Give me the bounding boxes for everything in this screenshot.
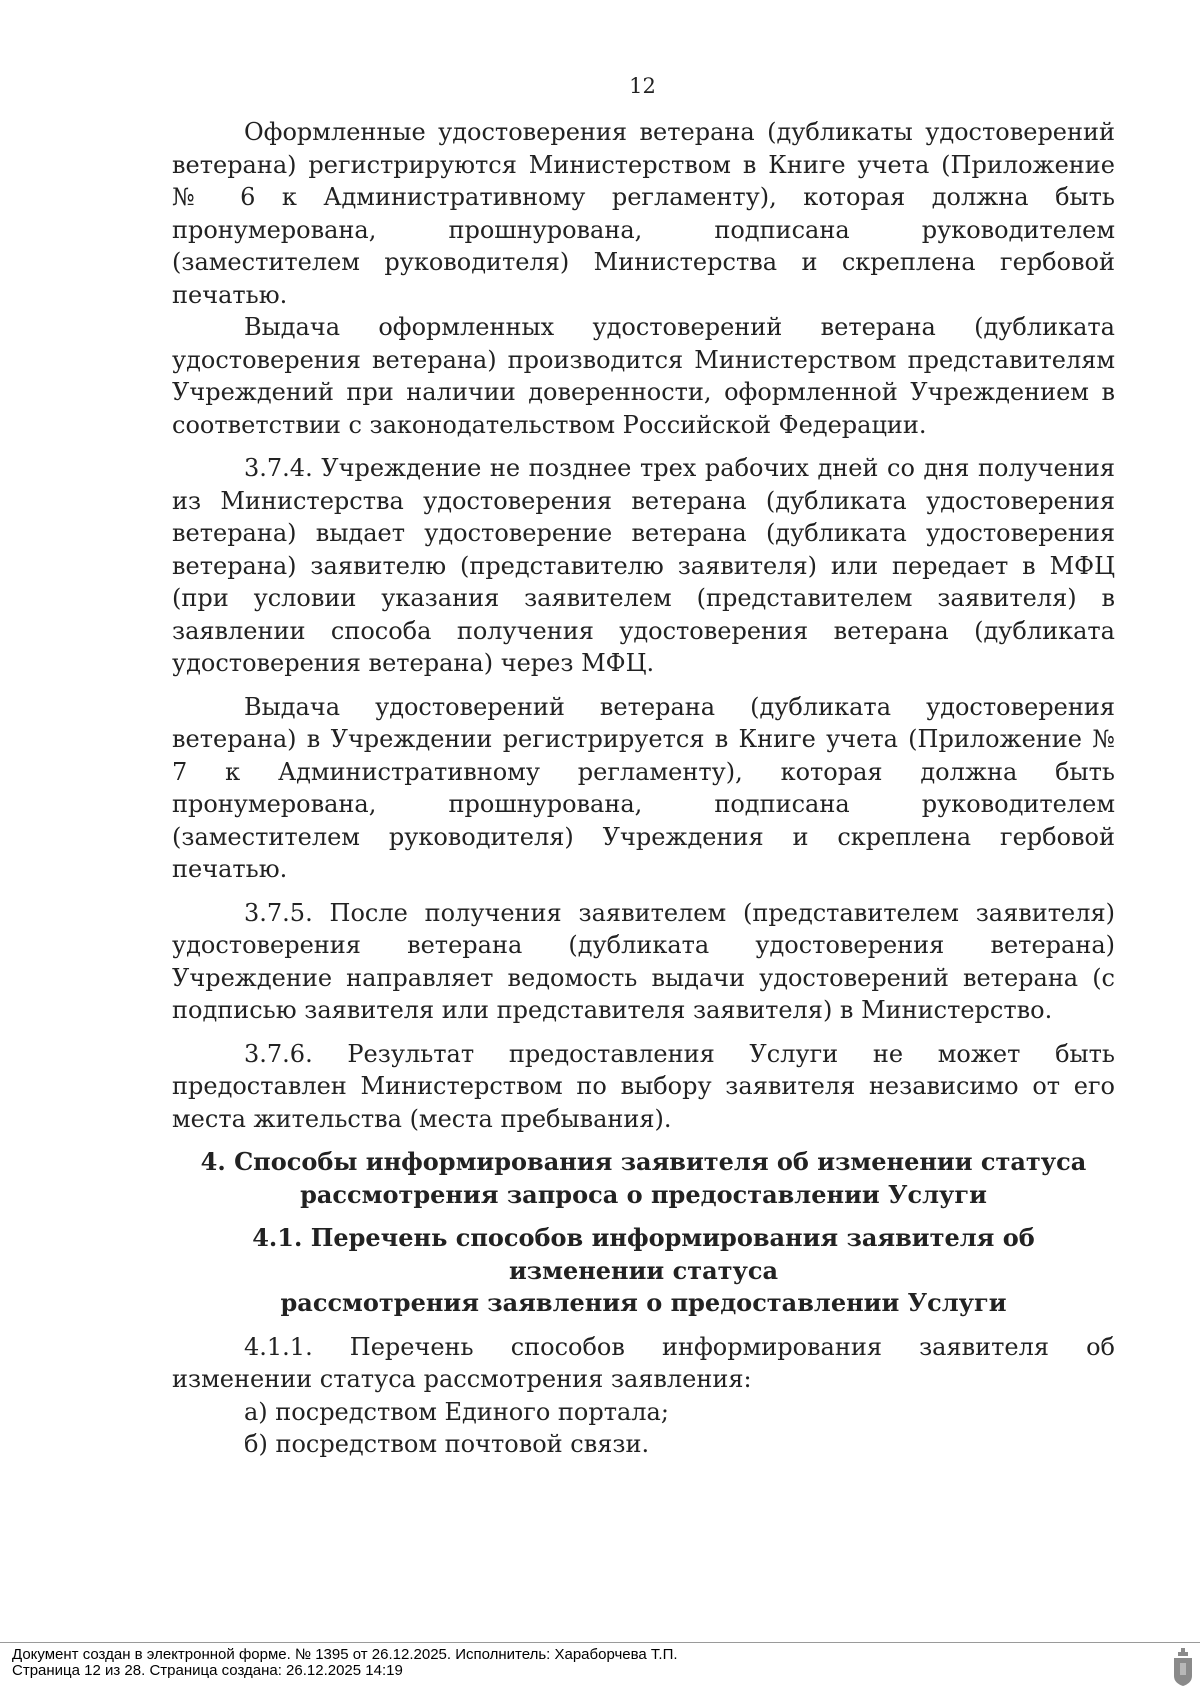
list-item: а) посредством Единого портала; [244,1397,669,1426]
paragraph: 3.7.5. После получения заявителем (представителем заявителя) удостоверения ветерана (дубликата удостоверения ветерана) Учреждение направляет ведомость выдачи удостоверений ветерана (с подписью заявителя или представителя заявителя) в Министерство. [172,898,1115,1024]
coat-of-arms-icon [1173,1648,1193,1686]
document-body [172,116,1115,1461]
paragraph: 4.1.1. Перечень способов информирования заявителя об изменении статуса рассмотрения заявления: [172,1332,1115,1393]
footer-divider [0,1642,1200,1643]
footer-line-1: Документ создан в электронной форме. № 1395 от 26.12.2025. Исполнитель: Хараборчева Т.П. [12,1646,678,1663]
section-heading-4-1 [172,1222,1115,1320]
paragraph: Выдача оформленных удостоверений ветерана (дубликата удостоверения ветерана) производится Министерством представителям Учреждений при наличии доверенности, оформленной Учреждением в соответствии с законодательством Российской Федерации. [172,313,1115,439]
section-heading-4-line1: 4. Способы информирования заявителя об изменении статуса [200,1147,1087,1176]
paragraph: 3.7.4. Учреждение не позднее трех рабочих дней со дня получения из Министерства удостоверения ветерана (дубликата удостоверения ветерана) выдает удостоверение ветерана (дубликата удостоверения ветерана) заявителю (представителю заявителя) или передает в МФЦ (при условии указания заявителем (представителем заявителя) в заявлении способа получения удостоверения ветерана (дубликата удостоверения ветерана) через МФЦ. [172,454,1115,677]
page-number: 12 [629,74,656,98]
list-item: б) посредством почтовой связи. [244,1430,650,1458]
section-heading-4-1-line1: 4.1. Перечень способов информирования заявителя об изменении статуса [252,1223,1035,1285]
paragraph: 3.7.6. Результат предоставления Услуги не может быть предоставлен Министерством по выбору заявителя независимо от его места жительства (места пребывания). [172,1039,1115,1133]
section-heading-4-1-line2: рассмотрения заявления о предоставлении Услуги [280,1288,1007,1317]
section-heading-4-line2: рассмотрения запроса о предоставлении Услуги [300,1179,987,1209]
document-footer [12,1647,678,1679]
paragraph: Оформленные удостоверения ветерана (дубликаты удостоверений ветерана) регистрируются Министерством в Книге учета (Приложение № 6 к Административному регламенту), которая должна быть пронумерована, прошнурована, подписана руководителем (заместителем руководителя) Министерства и скреплена гербовой печатью. [172,118,1115,309]
section-heading-4 [172,1146,1115,1211]
footer-line-2: Страница 12 из 28. Страница создана: 26.12.2025 14:19 [12,1662,403,1679]
paragraph: Выдача удостоверений ветерана (дубликата удостоверения ветерана) в Учреждении регистрируется в Книге учета (Приложение № 7 к Административному регламенту), которая должна быть пронумерована, прошнурована, подписана руководителем (заместителем руководителя) Учреждения и скреплена гербовой печатью. [172,692,1115,883]
